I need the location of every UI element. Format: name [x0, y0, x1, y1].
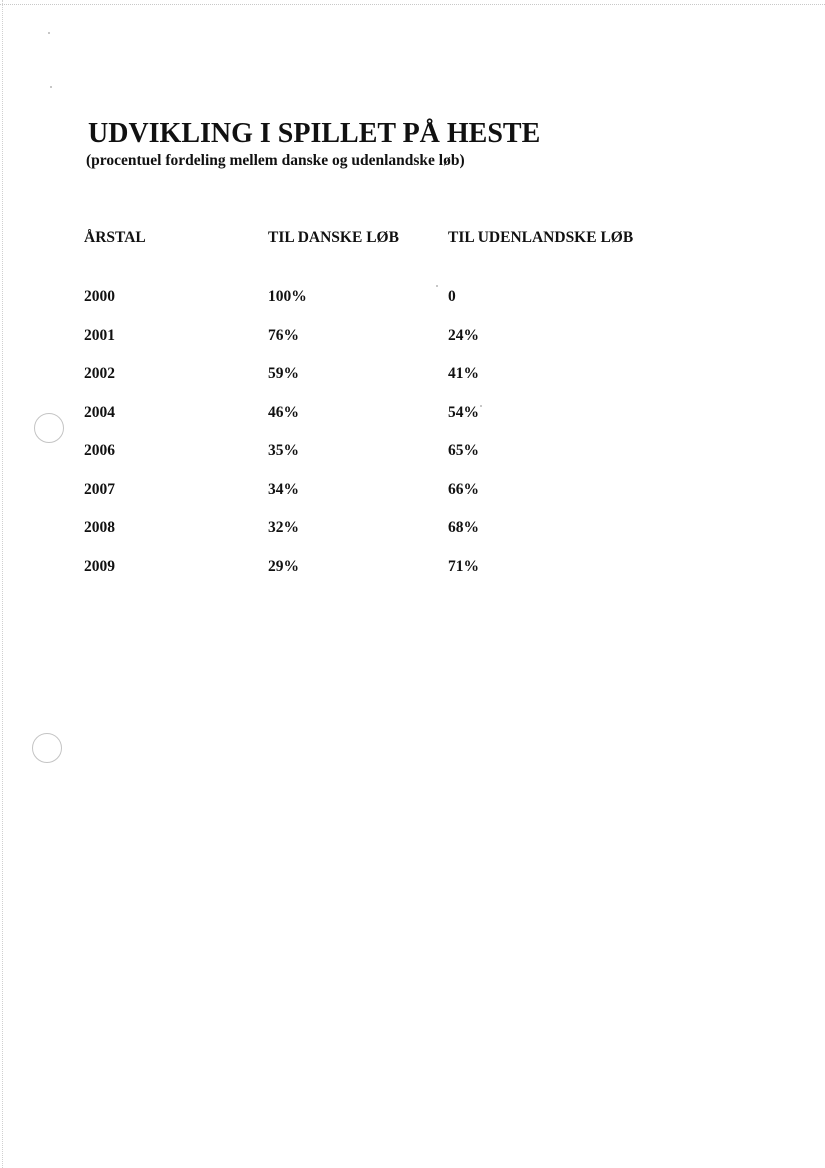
cell-year: 2002 [84, 365, 115, 383]
cell-foreign-share: 65% [448, 442, 479, 460]
punch-hole-mark [32, 733, 62, 763]
scan-edge-top [0, 4, 825, 5]
cell-danish-share: 34% [268, 480, 299, 498]
table-row [78, 548, 668, 587]
cell-foreign-share: 68% [448, 519, 479, 537]
cell-foreign-share: 24% [448, 326, 479, 344]
punch-hole-mark [34, 413, 64, 443]
cell-foreign-share: 41% [448, 365, 479, 383]
table-row [78, 432, 668, 471]
table-row [78, 355, 668, 394]
document-subtitle: (procentuel fordeling mellem danske og udenlandske løb) [86, 152, 465, 169]
cell-danish-share: 32% [268, 519, 299, 537]
betting-distribution-table [78, 220, 668, 586]
cell-year: 2001 [84, 326, 115, 344]
table-row [78, 317, 668, 356]
cell-year: 2009 [84, 557, 115, 575]
cell-year: 2000 [84, 288, 115, 306]
cell-year: 2006 [84, 442, 115, 460]
document-title: UDVIKLING I SPILLET PÅ HESTE [88, 118, 541, 149]
table-header-row [78, 220, 668, 256]
cell-danish-share: 100% [268, 288, 307, 306]
header-year: ÅRSTAL [84, 229, 146, 246]
cell-danish-share: 59% [268, 365, 299, 383]
table-row [78, 509, 668, 548]
table-row [78, 471, 668, 510]
scan-speck [50, 86, 52, 88]
cell-year: 2007 [84, 480, 115, 498]
cell-year: 2004 [84, 403, 115, 421]
cell-danish-share: 76% [268, 326, 299, 344]
cell-foreign-share: 71% [448, 557, 479, 575]
cell-year: 2008 [84, 519, 115, 537]
header-danish-races: TIL DANSKE LØB [268, 229, 399, 246]
cell-foreign-share: 0 [448, 288, 456, 306]
cell-foreign-share: 66% [448, 480, 479, 498]
scan-speck [48, 32, 50, 34]
cell-foreign-share: 54% [448, 403, 479, 421]
table-row [78, 394, 668, 433]
table-row [78, 278, 668, 317]
cell-danish-share: 29% [268, 557, 299, 575]
cell-danish-share: 46% [268, 403, 299, 421]
table-spacer [78, 256, 668, 278]
cell-danish-share: 35% [268, 442, 299, 460]
scan-edge-left [2, 0, 3, 1168]
header-foreign-races: TIL UDENLANDSKE LØB [448, 229, 634, 246]
